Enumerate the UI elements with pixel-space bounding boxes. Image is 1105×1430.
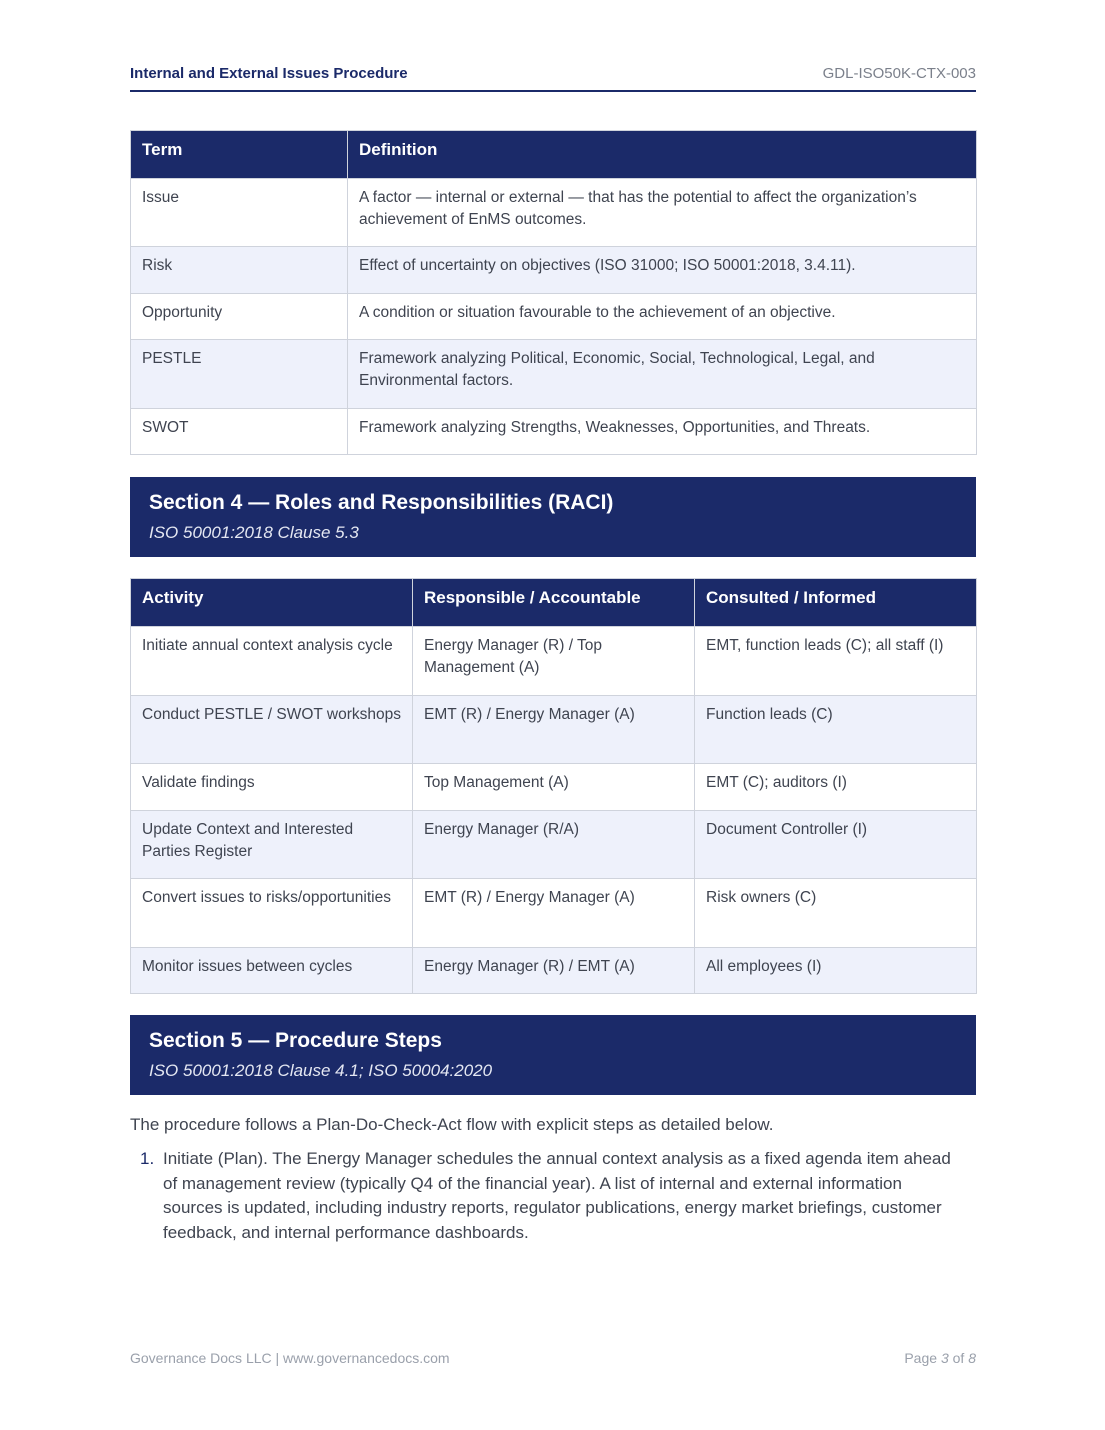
consulted-cell: EMT (C); auditors (I) xyxy=(695,764,977,811)
responsible-cell: Energy Manager (R) / Top Management (A) xyxy=(413,627,695,696)
terms-table xyxy=(130,130,977,455)
responsible-cell: Energy Manager (R/A) xyxy=(413,811,695,879)
activity-cell: Monitor issues between cycles xyxy=(131,948,413,994)
footer-company: Governance Docs LLC | www.governancedocs.com xyxy=(130,1350,450,1366)
activity-cell: Initiate annual context analysis cycle xyxy=(131,627,413,696)
term-cell: SWOT xyxy=(131,409,348,455)
section-subtitle: ISO 50001:2018 Clause 5.3 xyxy=(149,523,359,542)
table-row xyxy=(131,294,977,340)
section-5-header xyxy=(130,1015,976,1095)
step-text: Initiate (Plan). The Energy Manager schedules the annual context analysis as a fixed agenda item ahead of management review (typically Q4 of the financial year). A list of internal and external information sources is updated, including industry reports, regulator publications, energy market briefings, customer feedback, and internal performance dashboards. xyxy=(163,1149,951,1242)
consulted-cell: Risk owners (C) xyxy=(695,879,977,948)
term-cell: Issue xyxy=(131,179,348,247)
definition-cell: Framework analyzing Political, Economic, Social, Technological, Legal, and Environmental factors. xyxy=(348,340,977,409)
table-row xyxy=(131,247,977,294)
definition-cell: A condition or situation favourable to the achievement of an objective. xyxy=(348,294,977,340)
definition-cell: Framework analyzing Strengths, Weaknesses, Opportunities, and Threats. xyxy=(348,409,977,455)
consulted-cell: EMT, function leads (C); all staff (I) xyxy=(695,627,977,696)
table-row xyxy=(131,627,977,696)
page-prefix: Page xyxy=(904,1350,941,1366)
responsible-cell: EMT (R) / Energy Manager (A) xyxy=(413,879,695,948)
table-header-row xyxy=(131,579,977,627)
responsible-cell: EMT (R) / Energy Manager (A) xyxy=(413,696,695,764)
responsible-cell: Top Management (A) xyxy=(413,764,695,811)
section-intro: The procedure follows a Plan-Do-Check-Act flow with explicit steps as detailed below. xyxy=(130,1115,774,1134)
column-header-term: Term xyxy=(131,131,348,179)
activity-cell: Validate findings xyxy=(131,764,413,811)
activity-cell: Update Context and Interested Parties Register xyxy=(131,811,413,879)
column-header-consulted: Consulted / Informed xyxy=(695,579,977,627)
table-row xyxy=(131,811,977,879)
step-number: 1. xyxy=(140,1149,155,1168)
responsible-cell: Energy Manager (R) / EMT (A) xyxy=(413,948,695,994)
page-current: 3 xyxy=(940,1350,949,1366)
table-row xyxy=(131,179,977,247)
page-of: of xyxy=(948,1350,969,1366)
term-cell: Risk xyxy=(131,247,348,294)
document-code: GDL-ISO50K-CTX-003 xyxy=(822,65,976,82)
section-subtitle: ISO 50001:2018 Clause 4.1; ISO 50004:2020 xyxy=(149,1061,493,1080)
term-cell: PESTLE xyxy=(131,340,348,409)
term-cell: Opportunity xyxy=(131,294,348,340)
consulted-cell: All employees (I) xyxy=(695,948,977,994)
table-row xyxy=(131,879,977,948)
column-header-definition: Definition xyxy=(348,131,977,179)
consulted-cell: Document Controller (I) xyxy=(695,811,977,879)
footer-page-number xyxy=(904,1350,976,1366)
section-title: Section 4 — Roles and Responsibilities (RACI) xyxy=(149,491,614,514)
table-row xyxy=(131,409,977,455)
definition-cell: Effect of uncertainty on objectives (ISO 31000; ISO 50001:2018, 3.4.11). xyxy=(348,247,977,294)
definition-cell: A factor — internal or external — that has the potential to affect the organization’s achievement of EnMS outcomes. xyxy=(348,179,977,247)
section-4-header xyxy=(130,477,976,557)
table-header-row xyxy=(131,131,977,179)
column-header-activity: Activity xyxy=(131,579,413,627)
consulted-cell: Function leads (C) xyxy=(695,696,977,764)
table-row xyxy=(131,948,977,994)
page-total: 8 xyxy=(968,1350,976,1366)
column-header-responsible: Responsible / Accountable xyxy=(413,579,695,627)
table-row xyxy=(131,340,977,409)
table-row xyxy=(131,696,977,764)
procedure-step xyxy=(130,1147,976,1245)
raci-table xyxy=(130,578,977,994)
activity-cell: Conduct PESTLE / SWOT workshops xyxy=(131,696,413,764)
section-title: Section 5 — Procedure Steps xyxy=(149,1029,442,1052)
document-title: Internal and External Issues Procedure xyxy=(130,65,408,82)
activity-cell: Convert issues to risks/opportunities xyxy=(131,879,413,948)
page-header xyxy=(130,64,976,92)
table-row xyxy=(131,764,977,811)
